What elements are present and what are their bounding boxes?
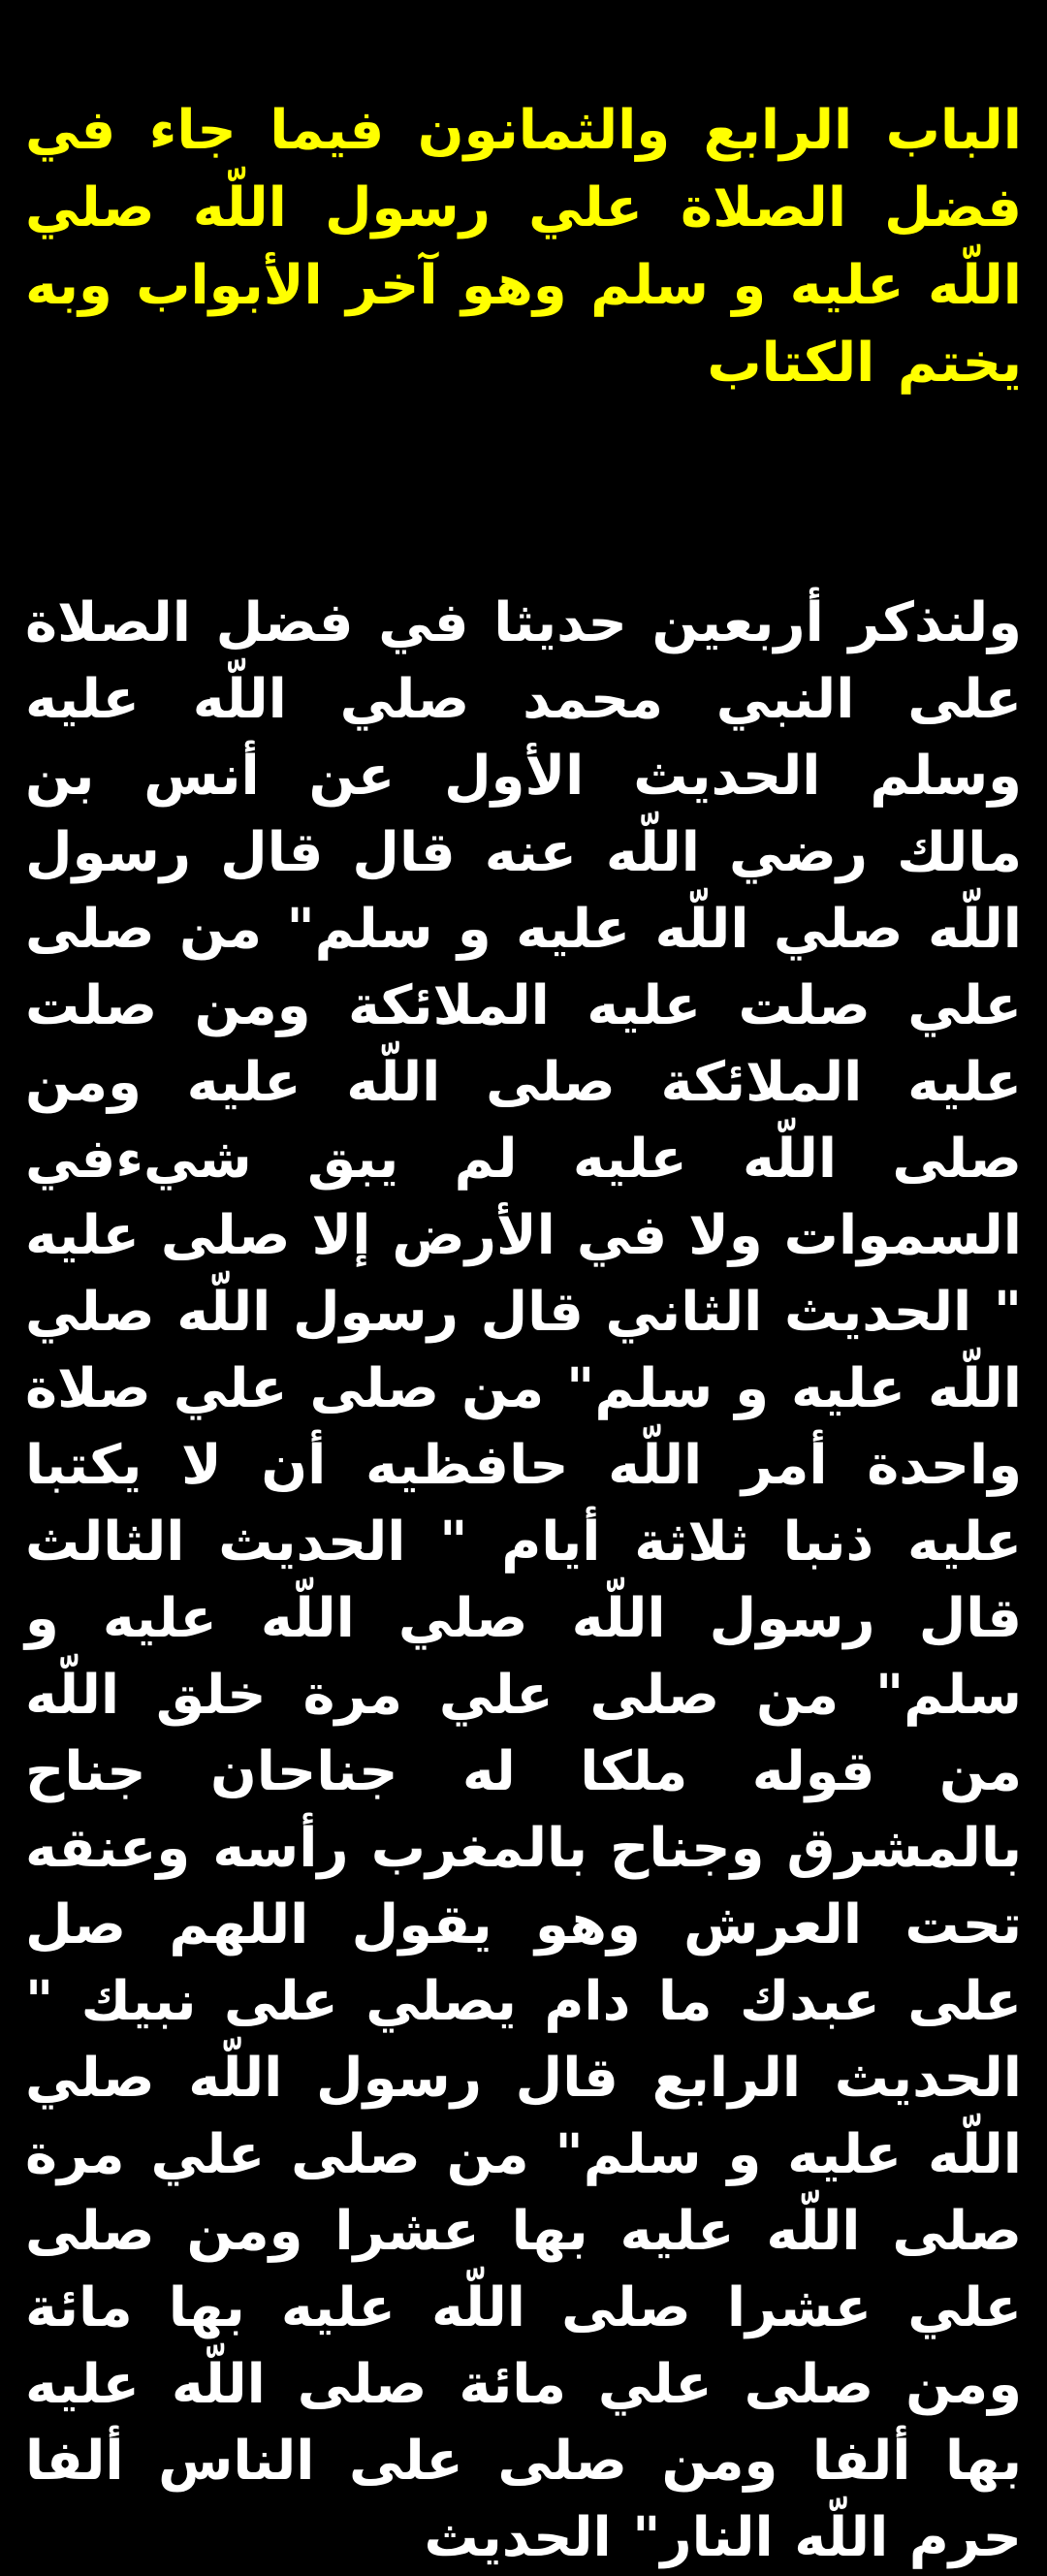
- chapter-body-text: ولنذكر أربعين حديثا في فضل الصلاة على النبي محمد صلي اللّه عليه وسلم الحديث الأول عن أنس بن مالك رضي اللّه عنه قال قال رسول اللّه صلي اللّه عليه و سلم" من صلى علي صلت عليه الملائكة ومن صلت عليه الملائكة صلى اللّه عليه ومن صلى اللّه عليه لم يبق شيءفي السموات ولا في الأرض إلا صلى عليه " الحديث الثاني قال رسول اللّه صلي اللّه عليه و سلم" من صلى علي صلاة واحدة أمر اللّه حافظيه أن لا يكتبا عليه ذنبا ثلاثة أيام " الحديث الثالث قال رسول اللّه صلي اللّه عليه و سلم" من صلى علي مرة خلق اللّه من قوله ملكا له جناحان جناح بالمشرق وجناح بالمغرب رأسه وعنقه تحت العرش وهو يقول اللهم صل على عبدك ما دام يصلي على نبيك " الحديث الرابع قال رسول اللّه صلي اللّه عليه و سلم" من صلى علي مرة صلى اللّه عليه بها عشرا ومن صلى علي عشرا صلى اللّه عليه بها مائة ومن صلى علي مائة صلى اللّه عليه بها ألفا ومن صلى على الناس ألفا حرم اللّه النار" الحديث: [25, 591, 1022, 2569]
- chapter-title: الباب الرابع والثمانون فيما جاء في فضل الصلاة علي رسول اللّه صلي اللّه عليه و سلم وهو آخر الأبواب وبه يختم الكتاب: [25, 99, 1022, 395]
- title-spacer: [25, 402, 1022, 585]
